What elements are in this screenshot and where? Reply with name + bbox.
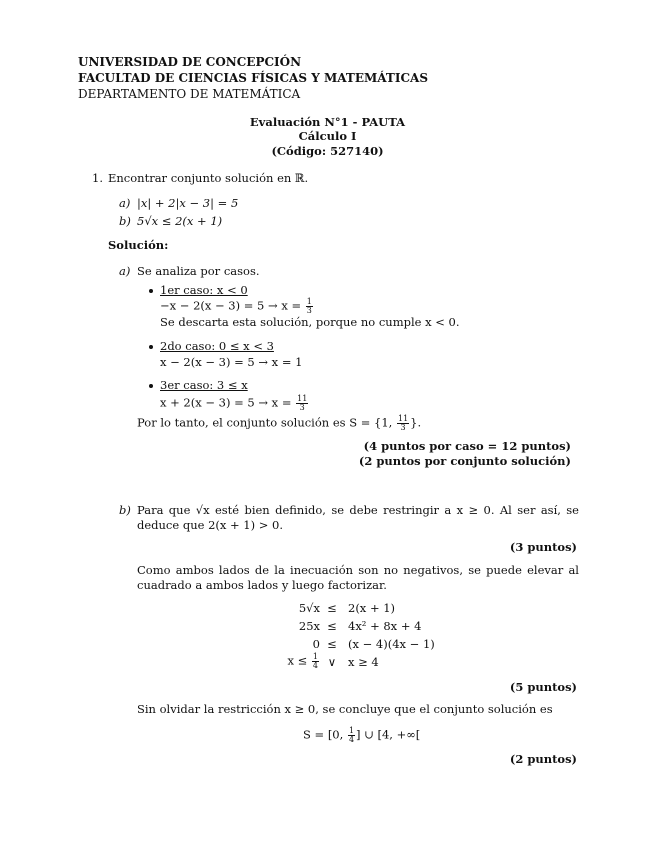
case1-note: Se descarta esta solución, porque no cumple x < 0.	[160, 315, 460, 329]
case3-title: 3er caso: 3 ≤ x	[160, 378, 248, 392]
align-row4-lhs	[262, 653, 320, 670]
solution-b-set	[303, 727, 420, 744]
bullet-icon	[149, 345, 153, 349]
align-row1-lhs: 5√x	[298, 601, 320, 615]
solution-b-paragraph2: Como ambos lados de la inecuación son no negativos, se puede elevar al cuadrado a ambos lados y luego factorizar.	[137, 563, 579, 592]
align-row4-op: ∨	[327, 655, 337, 669]
conclusion-text: Por lo tanto, el conjunto solución es S = {1,	[137, 415, 393, 430]
points-b1: (3 puntos)	[509, 540, 577, 554]
solution-a-conclusion	[137, 415, 421, 432]
align-row3-rhs: (x − 4)(4x − 1)	[348, 637, 435, 651]
solution-b-paragraph1: Para que √x esté bien definido, se debe restringir a x ≥ 0. Al ser así, se deduce que 2(x + 1) > 0.	[137, 503, 579, 532]
problem-number: 1.	[92, 171, 103, 185]
align-row1-rhs: 2(x + 1)	[348, 601, 396, 615]
align-row3-lhs: 0	[312, 637, 320, 651]
case3-equation-text: x + 2(x − 3) = 5 → x =	[160, 395, 292, 410]
points-b2: (5 puntos)	[509, 680, 577, 694]
case1-fraction: $\frac{1}{3}$	[306, 297, 312, 315]
align-row3-op: ≤	[327, 637, 337, 651]
case3-fraction: $\frac{11}{3}$	[297, 394, 308, 412]
case1-equation-text: −x − 2(x − 3) = 5 → x =	[160, 298, 302, 313]
points-per-case: (4 puntos por caso = 12 puntos)	[363, 439, 571, 453]
set-end: ] ∪ [4, +∞[	[356, 727, 421, 742]
set-start: S = [0,	[303, 727, 344, 742]
solution-b-label: b)	[119, 503, 131, 517]
points-solution-set: (2 puntos por conjunto solución)	[358, 454, 571, 468]
align-row2-op: ≤	[327, 619, 337, 633]
align-row2-lhs: 25x	[298, 619, 320, 633]
item-a-equation: |x| + 2|x − 3| = 5	[137, 196, 239, 210]
item-a-label: a)	[119, 196, 131, 210]
align-row4-rhs: x ≥ 4	[348, 655, 379, 669]
course-code: (Código: 527140)	[271, 144, 384, 158]
points-b3: (2 puntos)	[509, 752, 577, 766]
solution-a-label: a)	[119, 264, 131, 278]
bullet-icon	[149, 289, 153, 293]
row4-lhs-text: x ≤	[287, 653, 308, 668]
exam-title: Evaluación N°1 - PAUTA	[249, 115, 406, 129]
conclusion-fraction: $\frac{11}{3}$	[397, 414, 409, 432]
case1-title: 1er caso: x < 0	[160, 283, 248, 297]
solution-a-intro: Se analiza por casos.	[137, 264, 260, 278]
bullet-icon	[149, 384, 153, 388]
solution-heading: Solución:	[108, 238, 169, 252]
faculty-name: FACULTAD DE CIENCIAS FÍSICAS Y MATEMÁTICAS	[78, 71, 428, 85]
align-row1-op: ≤	[327, 601, 337, 615]
conclusion-end: }.	[410, 415, 422, 430]
item-b-inequality: 5√x ≤ 2(x + 1)	[137, 214, 223, 228]
university-name: UNIVERSIDAD DE CONCEPCIÓN	[78, 55, 302, 69]
case3-equation	[160, 395, 309, 412]
case2-title: 2do caso: 0 ≤ x < 3	[160, 339, 274, 353]
problem-statement: Encontrar conjunto solución en ℝ.	[108, 171, 309, 185]
set-fraction: $\frac{1}{4}$	[348, 726, 355, 744]
case2-equation: x − 2(x − 3) = 5 → x = 1	[160, 355, 303, 369]
department-name: DEPARTAMENTO DE MATEMÁTICA	[78, 87, 301, 101]
solution-b-paragraph3: Sin olvidar la restricción x ≥ 0, se concluye que el conjunto solución es	[137, 702, 553, 716]
align-row2-rhs: 4x² + 8x + 4	[348, 619, 422, 633]
case1-equation	[160, 298, 314, 315]
item-b-label: b)	[119, 214, 131, 228]
course-name: Cálculo I	[298, 129, 357, 143]
row4-fraction: $\frac{1}{4}$	[312, 652, 318, 670]
